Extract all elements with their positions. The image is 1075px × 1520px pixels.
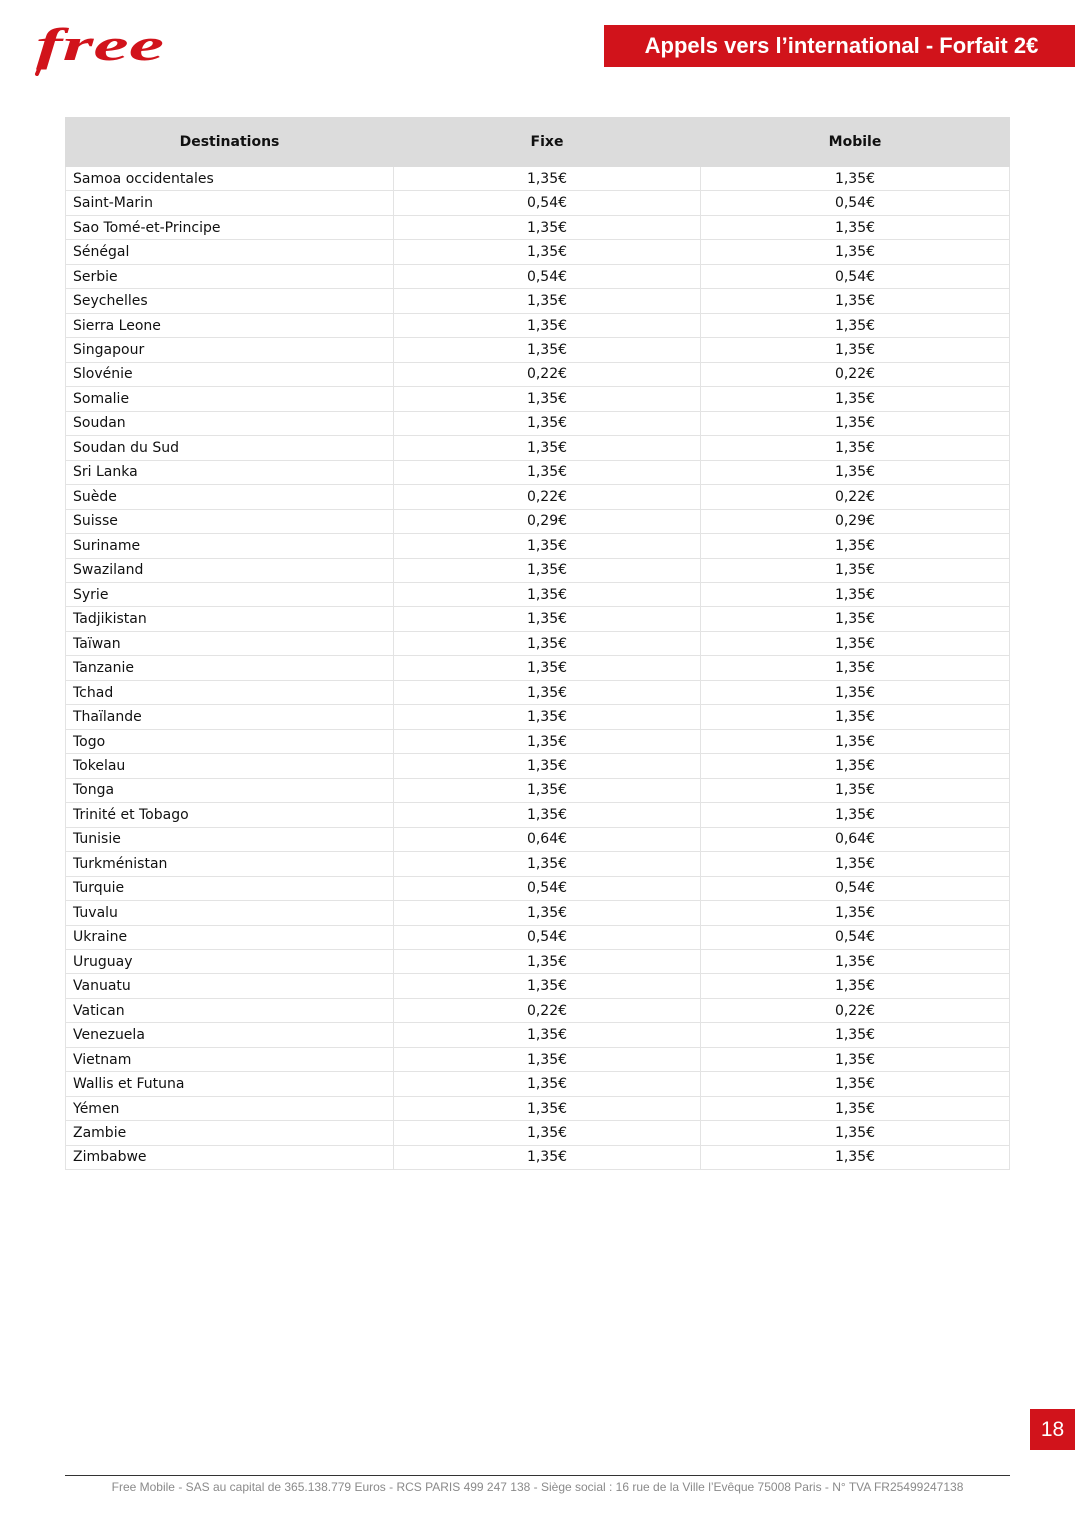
table-row (66, 191, 1010, 215)
mobile-price-cell: 1,35€ (701, 558, 1010, 582)
page-title-banner: Appels vers l’international - Forfait 2€ (604, 25, 1075, 67)
table-row (66, 411, 1010, 435)
mobile-price-cell: 1,35€ (701, 852, 1010, 876)
mobile-price-cell: 1,35€ (701, 411, 1010, 435)
column-header-fixe: Fixe (394, 118, 701, 167)
mobile-price-cell: 1,35€ (701, 729, 1010, 753)
mobile-price-cell: 1,35€ (701, 778, 1010, 802)
table-row (66, 1047, 1010, 1071)
svg-text:free: free (36, 20, 164, 70)
mobile-price-cell: 1,35€ (701, 582, 1010, 606)
table-row (66, 950, 1010, 974)
table-row (66, 705, 1010, 729)
table-row (66, 1121, 1010, 1145)
table-row (66, 558, 1010, 582)
table-row (66, 607, 1010, 631)
mobile-price-cell: 1,35€ (701, 215, 1010, 239)
fixe-price-cell: 1,35€ (394, 852, 701, 876)
fixe-price-cell: 1,35€ (394, 289, 701, 313)
mobile-price-cell: 1,35€ (701, 803, 1010, 827)
destination-cell: Sri Lanka (66, 460, 394, 484)
fixe-price-cell: 1,35€ (394, 411, 701, 435)
destination-cell: Zimbabwe (66, 1145, 394, 1169)
fixe-price-cell: 1,35€ (394, 534, 701, 558)
fixe-price-cell: 1,35€ (394, 1121, 701, 1145)
table-row (66, 925, 1010, 949)
destination-cell: Ukraine (66, 925, 394, 949)
fixe-price-cell: 1,35€ (394, 1145, 701, 1169)
destination-cell: Soudan du Sud (66, 436, 394, 460)
destination-cell: Thaïlande (66, 705, 394, 729)
destination-cell: Soudan (66, 411, 394, 435)
mobile-price-cell: 1,35€ (701, 460, 1010, 484)
table-row (66, 362, 1010, 386)
fixe-price-cell: 0,54€ (394, 876, 701, 900)
destination-cell: Tanzanie (66, 656, 394, 680)
table-row (66, 1145, 1010, 1169)
destination-cell: Slovénie (66, 362, 394, 386)
mobile-price-cell: 1,35€ (701, 436, 1010, 460)
table-row (66, 827, 1010, 851)
table-row (66, 974, 1010, 998)
mobile-price-cell: 1,35€ (701, 680, 1010, 704)
destination-cell: Vatican (66, 998, 394, 1022)
mobile-price-cell: 0,54€ (701, 191, 1010, 215)
mobile-price-cell: 1,35€ (701, 656, 1010, 680)
mobile-price-cell: 1,35€ (701, 1096, 1010, 1120)
mobile-price-cell: 0,22€ (701, 485, 1010, 509)
fixe-price-cell: 1,35€ (394, 778, 701, 802)
fixe-price-cell: 1,35€ (394, 215, 701, 239)
destination-cell: Turquie (66, 876, 394, 900)
fixe-price-cell: 1,35€ (394, 950, 701, 974)
fixe-price-cell: 1,35€ (394, 1072, 701, 1096)
fixe-price-cell: 1,35€ (394, 974, 701, 998)
destination-cell: Venezuela (66, 1023, 394, 1047)
table-row (66, 240, 1010, 264)
fixe-price-cell: 1,35€ (394, 680, 701, 704)
destination-cell: Sénégal (66, 240, 394, 264)
table-row (66, 436, 1010, 460)
fixe-price-cell: 1,35€ (394, 1096, 701, 1120)
table-row (66, 901, 1010, 925)
table-row (66, 1023, 1010, 1047)
table-row (66, 264, 1010, 288)
destination-cell: Yémen (66, 1096, 394, 1120)
table-row (66, 803, 1010, 827)
destination-cell: Sierra Leone (66, 313, 394, 337)
destination-cell: Turkménistan (66, 852, 394, 876)
fixe-price-cell: 1,35€ (394, 460, 701, 484)
mobile-price-cell: 1,35€ (701, 289, 1010, 313)
fixe-price-cell: 1,35€ (394, 803, 701, 827)
mobile-price-cell: 1,35€ (701, 1072, 1010, 1096)
fixe-price-cell: 0,54€ (394, 264, 701, 288)
destination-cell: Suriname (66, 534, 394, 558)
destination-cell: Tuvalu (66, 901, 394, 925)
destination-cell: Singapour (66, 338, 394, 362)
mobile-price-cell: 1,35€ (701, 1047, 1010, 1071)
column-header-mobile: Mobile (701, 118, 1010, 167)
destination-cell: Vanuatu (66, 974, 394, 998)
destination-cell: Tunisie (66, 827, 394, 851)
fixe-price-cell: 1,35€ (394, 582, 701, 606)
table-row (66, 313, 1010, 337)
footer-divider (65, 1475, 1010, 1476)
mobile-price-cell: 1,35€ (701, 1145, 1010, 1169)
destination-cell: Serbie (66, 264, 394, 288)
fixe-price-cell: 1,35€ (394, 631, 701, 655)
destination-cell: Swaziland (66, 558, 394, 582)
fixe-price-cell: 1,35€ (394, 436, 701, 460)
table-row (66, 876, 1010, 900)
fixe-price-cell: 1,35€ (394, 1023, 701, 1047)
mobile-price-cell: 0,22€ (701, 362, 1010, 386)
destination-cell: Trinité et Tobago (66, 803, 394, 827)
destination-cell: Suisse (66, 509, 394, 533)
table-row (66, 534, 1010, 558)
destination-cell: Sao Tomé-et-Principe (66, 215, 394, 239)
mobile-price-cell: 1,35€ (701, 950, 1010, 974)
fixe-price-cell: 1,35€ (394, 729, 701, 753)
mobile-price-cell: 1,35€ (701, 607, 1010, 631)
fixe-price-cell: 1,35€ (394, 754, 701, 778)
fixe-price-cell: 1,35€ (394, 313, 701, 337)
fixe-price-cell: 0,29€ (394, 509, 701, 533)
mobile-price-cell: 1,35€ (701, 338, 1010, 362)
mobile-price-cell: 1,35€ (701, 240, 1010, 264)
destination-cell: Wallis et Futuna (66, 1072, 394, 1096)
fixe-price-cell: 1,35€ (394, 387, 701, 411)
table-row (66, 509, 1010, 533)
mobile-price-cell: 1,35€ (701, 705, 1010, 729)
fixe-price-cell: 1,35€ (394, 558, 701, 582)
column-header-destinations: Destinations (66, 118, 394, 167)
table-row (66, 338, 1010, 362)
fixe-price-cell: 1,35€ (394, 705, 701, 729)
table-row (66, 656, 1010, 680)
destination-cell: Suède (66, 485, 394, 509)
mobile-price-cell: 1,35€ (701, 387, 1010, 411)
destination-cell: Saint-Marin (66, 191, 394, 215)
mobile-price-cell: 1,35€ (701, 1023, 1010, 1047)
destination-cell: Zambie (66, 1121, 394, 1145)
table-row (66, 1072, 1010, 1096)
destination-cell: Tonga (66, 778, 394, 802)
mobile-price-cell: 1,35€ (701, 901, 1010, 925)
table-row (66, 167, 1010, 191)
fixe-price-cell: 0,54€ (394, 925, 701, 949)
mobile-price-cell: 1,35€ (701, 313, 1010, 337)
table-row (66, 631, 1010, 655)
fixe-price-cell: 1,35€ (394, 901, 701, 925)
table-body (66, 167, 1010, 1170)
table-row (66, 215, 1010, 239)
fixe-price-cell: 1,35€ (394, 167, 701, 191)
destination-cell: Tadjikistan (66, 607, 394, 631)
fixe-price-cell: 0,64€ (394, 827, 701, 851)
mobile-price-cell: 0,54€ (701, 264, 1010, 288)
table-row (66, 754, 1010, 778)
table-row (66, 289, 1010, 313)
destination-cell: Togo (66, 729, 394, 753)
mobile-price-cell: 1,35€ (701, 631, 1010, 655)
table-header-row (66, 118, 1010, 167)
fixe-price-cell: 1,35€ (394, 1047, 701, 1071)
fixe-price-cell: 0,22€ (394, 998, 701, 1022)
destination-cell: Seychelles (66, 289, 394, 313)
mobile-price-cell: 0,54€ (701, 876, 1010, 900)
table-row (66, 460, 1010, 484)
destination-cell: Taïwan (66, 631, 394, 655)
fixe-price-cell: 1,35€ (394, 338, 701, 362)
destination-cell: Somalie (66, 387, 394, 411)
table-row (66, 852, 1010, 876)
rates-table (65, 117, 1010, 1170)
page-number: 18 (1030, 1409, 1075, 1450)
mobile-price-cell: 1,35€ (701, 1121, 1010, 1145)
mobile-price-cell: 1,35€ (701, 754, 1010, 778)
mobile-price-cell: 0,64€ (701, 827, 1010, 851)
destination-cell: Tokelau (66, 754, 394, 778)
destination-cell: Syrie (66, 582, 394, 606)
fixe-price-cell: 1,35€ (394, 607, 701, 631)
mobile-price-cell: 1,35€ (701, 534, 1010, 558)
fixe-price-cell: 0,22€ (394, 485, 701, 509)
destination-cell: Vietnam (66, 1047, 394, 1071)
destination-cell: Uruguay (66, 950, 394, 974)
table-row (66, 387, 1010, 411)
table-row (66, 582, 1010, 606)
table-row (66, 778, 1010, 802)
mobile-price-cell: 1,35€ (701, 167, 1010, 191)
mobile-price-cell: 0,29€ (701, 509, 1010, 533)
destination-cell: Samoa occidentales (66, 167, 394, 191)
fixe-price-cell: 0,54€ (394, 191, 701, 215)
mobile-price-cell: 0,22€ (701, 998, 1010, 1022)
fixe-price-cell: 0,22€ (394, 362, 701, 386)
table-row (66, 680, 1010, 704)
table-row (66, 1096, 1010, 1120)
mobile-price-cell: 1,35€ (701, 974, 1010, 998)
table-row (66, 729, 1010, 753)
fixe-price-cell: 1,35€ (394, 656, 701, 680)
table-row (66, 485, 1010, 509)
fixe-price-cell: 1,35€ (394, 240, 701, 264)
destination-cell: Tchad (66, 680, 394, 704)
mobile-price-cell: 0,54€ (701, 925, 1010, 949)
free-logo (34, 20, 170, 76)
footer-legal-text: Free Mobile - SAS au capital de 365.138.779 Euros - RCS PARIS 499 247 138 - Siège social : 16 rue de la Ville l’Evêque 75008 Paris - N° TVA FR25499247138 (111, 1480, 964, 1494)
table-row (66, 998, 1010, 1022)
